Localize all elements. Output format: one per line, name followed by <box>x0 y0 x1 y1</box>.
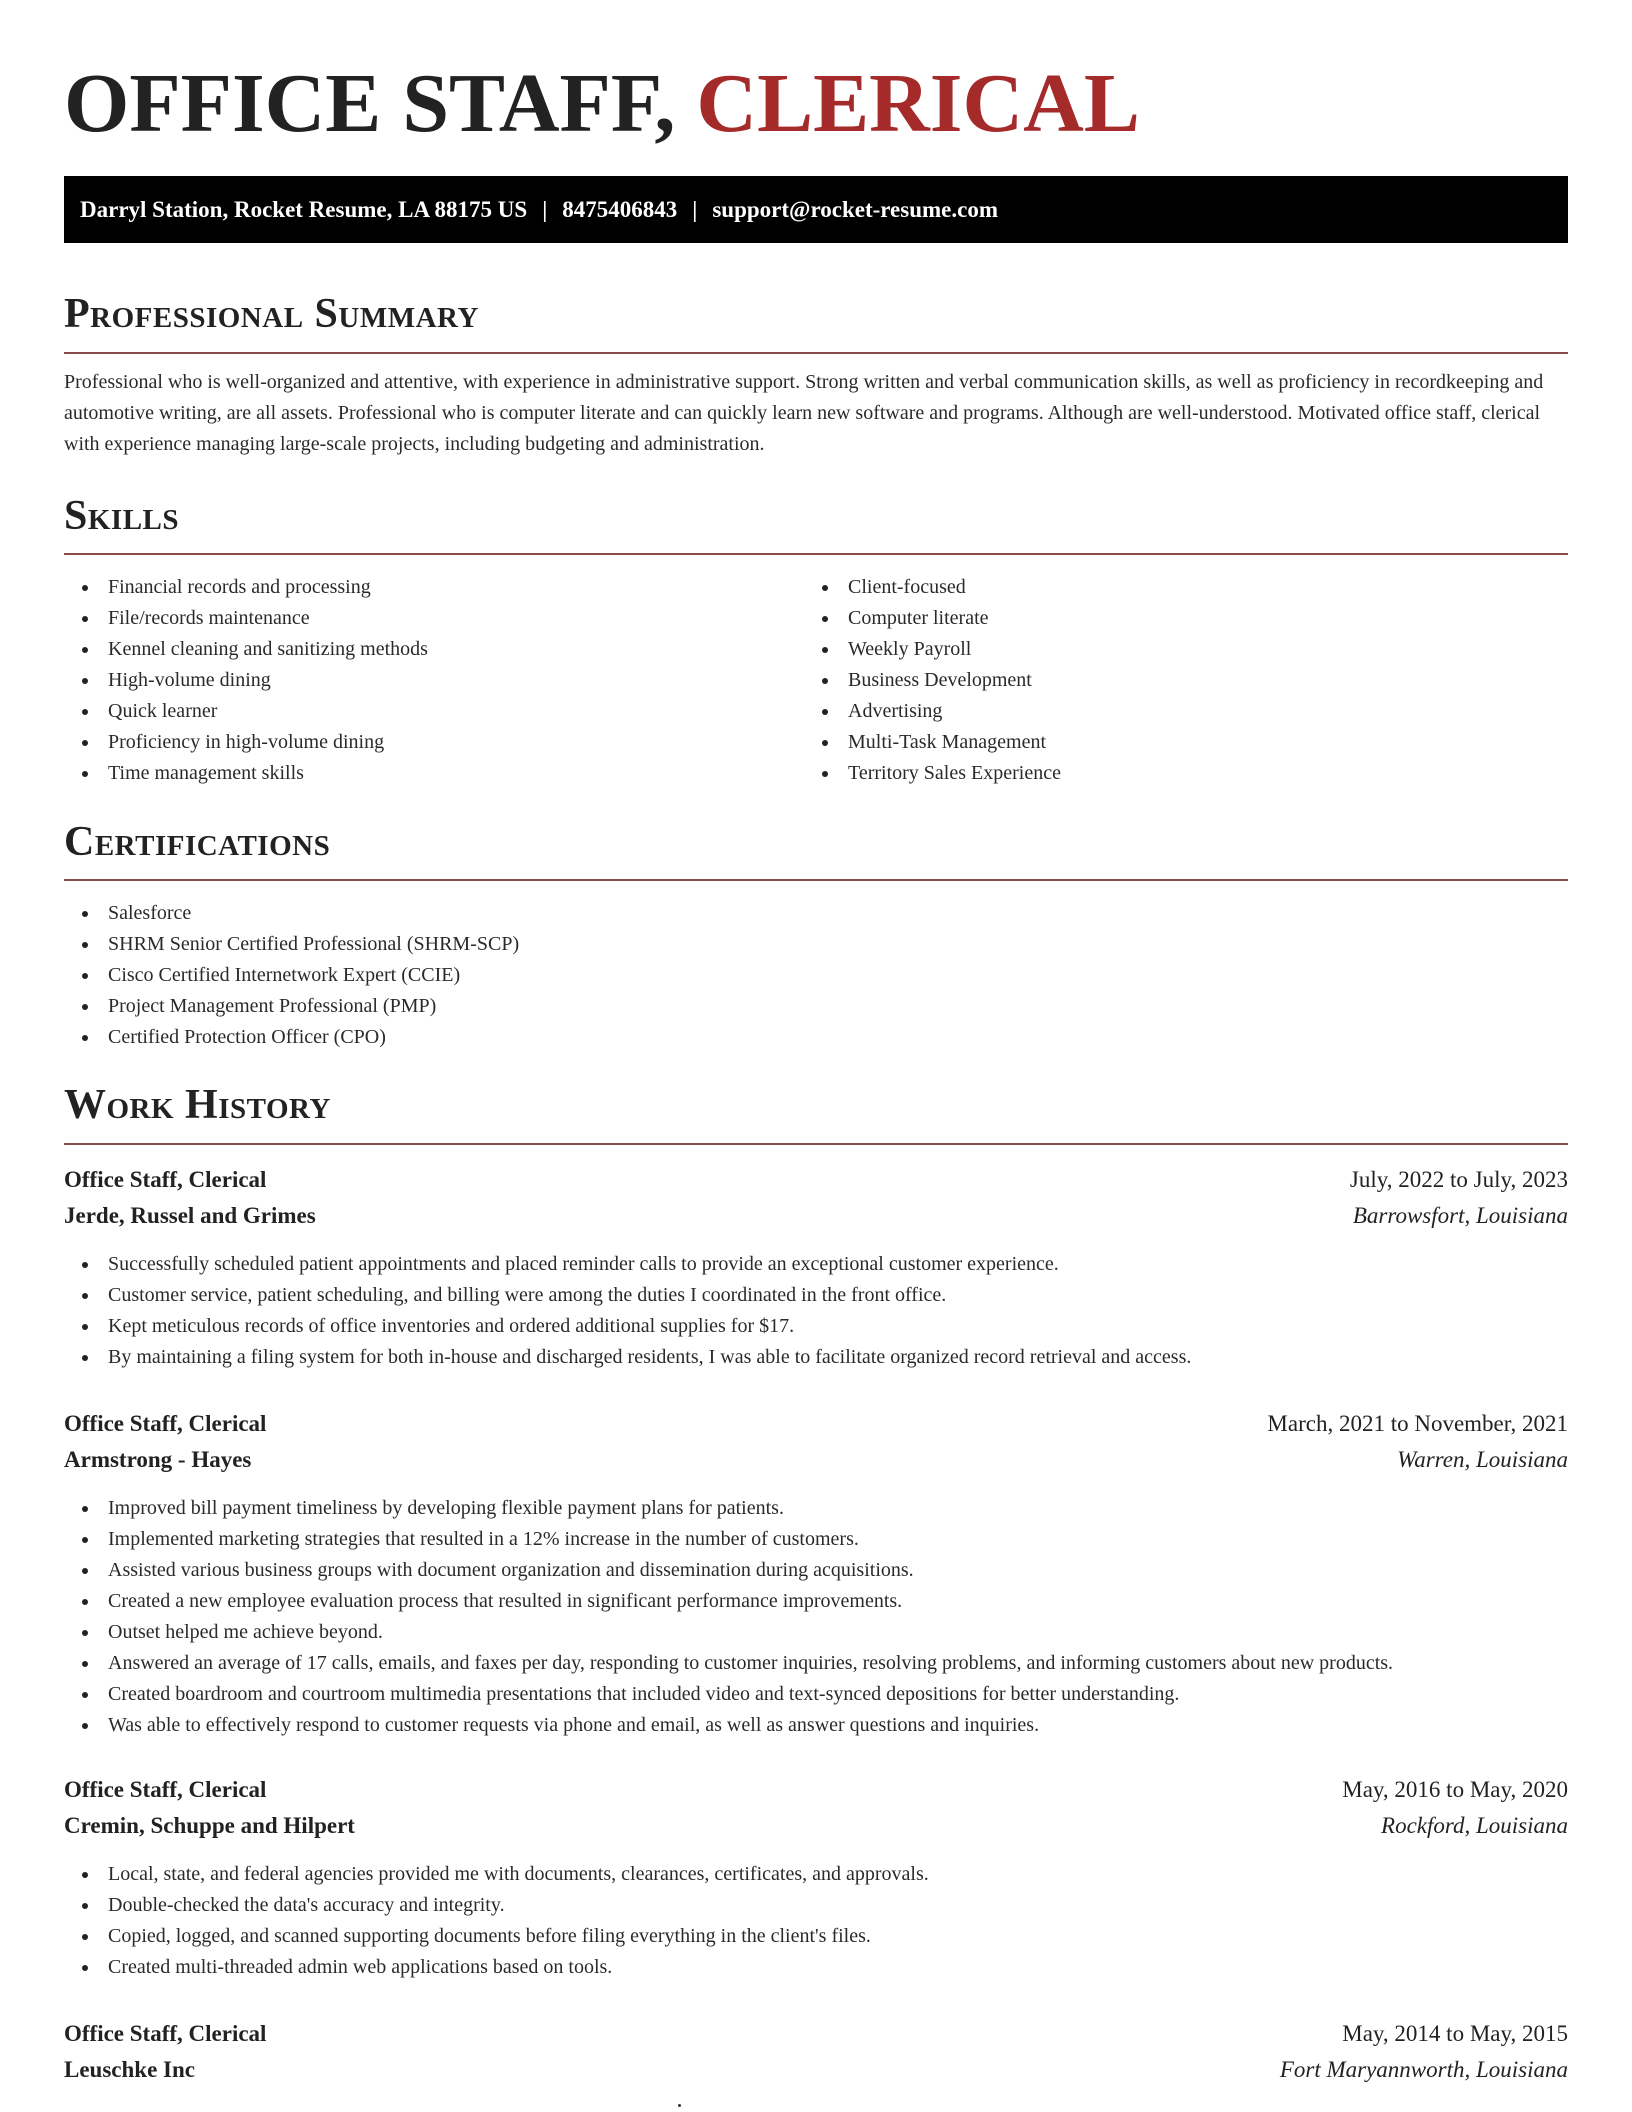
job-bullet: Created boardroom and courtroom multimedia presentations that included video and text-synced depositions for better understanding. <box>64 1679 1568 1710</box>
job-company-row <box>64 1198 1568 1234</box>
job-header-row <box>64 2016 1568 2052</box>
job-bullet: Created multi-threaded admin web applications based on tools. <box>64 1952 1568 1983</box>
page-edge-mark <box>678 2104 681 2107</box>
job-bullet: By maintaining a filing system for both in-house and discharged residents, I was able to facilitate organized record retrieval and access. <box>64 1342 1568 1373</box>
contact-phone[interactable]: 8475406843 <box>562 196 678 222</box>
skills-list-left <box>64 572 804 789</box>
contact-email[interactable]: support@rocket-resume.com <box>712 196 998 222</box>
title-accent: CLERICAL <box>696 57 1140 150</box>
resume-title <box>64 54 1140 155</box>
skills-list-right <box>804 572 1544 789</box>
skill-item: Client-focused <box>804 572 1544 603</box>
section-divider <box>64 1143 1568 1145</box>
job-bullet: Local, state, and federal agencies provided me with documents, clearances, certificates, and approvals. <box>64 1859 1568 1890</box>
job-bullet: Implemented marketing strategies that resulted in a 12% increase in the number of customers. <box>64 1524 1568 1555</box>
certification-item: Certified Protection Officer (CPO) <box>64 1022 1568 1053</box>
job-bullets <box>64 1493 1568 1741</box>
skill-item: File/records maintenance <box>64 603 804 634</box>
skill-item: Quick learner <box>64 696 804 727</box>
skill-item: Time management skills <box>64 758 804 789</box>
job-company-row <box>64 1442 1568 1478</box>
job-location: Barrowsfort, Louisiana <box>1352 1203 1568 1228</box>
certification-item: Project Management Professional (PMP) <box>64 991 1568 1022</box>
contact-bar <box>64 176 1568 243</box>
section-divider <box>64 879 1568 881</box>
job-bullet: Successfully scheduled patient appointments and placed reminder calls to provide an exceptional customer experience. <box>64 1249 1568 1280</box>
job-company-row <box>64 1808 1568 1844</box>
certification-item: Salesforce <box>64 898 1568 929</box>
job-location: Warren, Louisiana <box>1397 1447 1568 1472</box>
job-bullets <box>64 1249 1568 1373</box>
job-company-row <box>64 2052 1568 2088</box>
certification-item: Cisco Certified Internetwork Expert (CCIE) <box>64 960 1568 991</box>
job-bullet: Was able to effectively respond to customer requests via phone and email, as well as answer questions and inquiries. <box>64 1710 1568 1741</box>
skills-heading: Skills <box>64 493 180 539</box>
job-bullets <box>64 1859 1568 1983</box>
certifications-heading: Certifications <box>64 819 331 865</box>
job-title: Office Staff, Clerical <box>64 1167 267 1192</box>
job-company: Cremin, Schuppe and Hilpert <box>64 1813 355 1838</box>
job-company: Armstrong - Hayes <box>64 1447 252 1472</box>
job-title: Office Staff, Clerical <box>64 1411 267 1436</box>
job-title: Office Staff, Clerical <box>64 2021 267 2046</box>
skill-item: Kennel cleaning and sanitizing methods <box>64 634 804 665</box>
job-title: Office Staff, Clerical <box>64 1777 267 1802</box>
certifications-list <box>64 898 1568 1053</box>
job-dates: March, 2021 to November, 2021 <box>1267 1411 1568 1436</box>
section-divider <box>64 352 1568 354</box>
contact-separator: | <box>542 196 548 222</box>
job-bullet: Improved bill payment timeliness by developing flexible payment plans for patients. <box>64 1493 1568 1524</box>
summary-heading: Professional Summary <box>64 291 479 337</box>
skill-item: Multi-Task Management <box>804 727 1544 758</box>
job-bullet: Created a new employee evaluation process that resulted in significant performance improvements. <box>64 1586 1568 1617</box>
job-location: Rockford, Louisiana <box>1381 1813 1568 1838</box>
job-header-row <box>64 1772 1568 1808</box>
job-location: Fort Maryannworth, Louisiana <box>1279 2057 1568 2082</box>
certification-item: SHRM Senior Certified Professional (SHRM-SCP) <box>64 929 1568 960</box>
skill-item: Financial records and processing <box>64 572 804 603</box>
summary-text: Professional who is well-organized and attentive, with experience in administrative support. Strong written and verbal communication skills, as well as proficiency in recordkeeping and automotive writing, are all assets. Professional who is computer literate and can quickly learn new software and programs. Although are well-understood. Motivated office staff, clerical with experience managing large-scale projects, including budgeting and administration. <box>64 371 1544 455</box>
job-dates: July, 2022 to July, 2023 <box>1349 1167 1568 1192</box>
job-company: Leuschke Inc <box>64 2057 195 2082</box>
job-bullet: Double-checked the data's accuracy and integrity. <box>64 1890 1568 1921</box>
job-bullet: Customer service, patient scheduling, and billing were among the duties I coordinated in the front office. <box>64 1280 1568 1311</box>
section-divider <box>64 553 1568 555</box>
skill-item: Advertising <box>804 696 1544 727</box>
skill-item: Territory Sales Experience <box>804 758 1544 789</box>
job-dates: May, 2014 to May, 2015 <box>1342 2021 1568 2046</box>
job-header-row <box>64 1162 1568 1198</box>
work-history-heading: Work History <box>64 1082 331 1128</box>
skill-item: Business Development <box>804 665 1544 696</box>
skill-item: High-volume dining <box>64 665 804 696</box>
job-bullet: Answered an average of 17 calls, emails, and faxes per day, responding to customer inquiries, resolving problems, and informing customers about new products. <box>64 1648 1568 1679</box>
contact-address: Darryl Station, Rocket Resume, LA 88175 US <box>80 196 528 222</box>
job-bullet: Kept meticulous records of office inventories and ordered additional supplies for $17. <box>64 1311 1568 1342</box>
skill-item: Weekly Payroll <box>804 634 1544 665</box>
job-bullet: Copied, logged, and scanned supporting documents before filing everything in the client's files. <box>64 1921 1568 1952</box>
job-header-row <box>64 1406 1568 1442</box>
job-bullet: Assisted various business groups with document organization and dissemination during acquisitions. <box>64 1555 1568 1586</box>
skill-item: Proficiency in high-volume dining <box>64 727 804 758</box>
skill-item: Computer literate <box>804 603 1544 634</box>
job-dates: May, 2016 to May, 2020 <box>1342 1777 1568 1802</box>
job-company: Jerde, Russel and Grimes <box>64 1203 316 1228</box>
title-main: OFFICE STAFF, <box>64 57 676 150</box>
job-bullet: Outset helped me achieve beyond. <box>64 1617 1568 1648</box>
contact-separator: | <box>692 196 698 222</box>
